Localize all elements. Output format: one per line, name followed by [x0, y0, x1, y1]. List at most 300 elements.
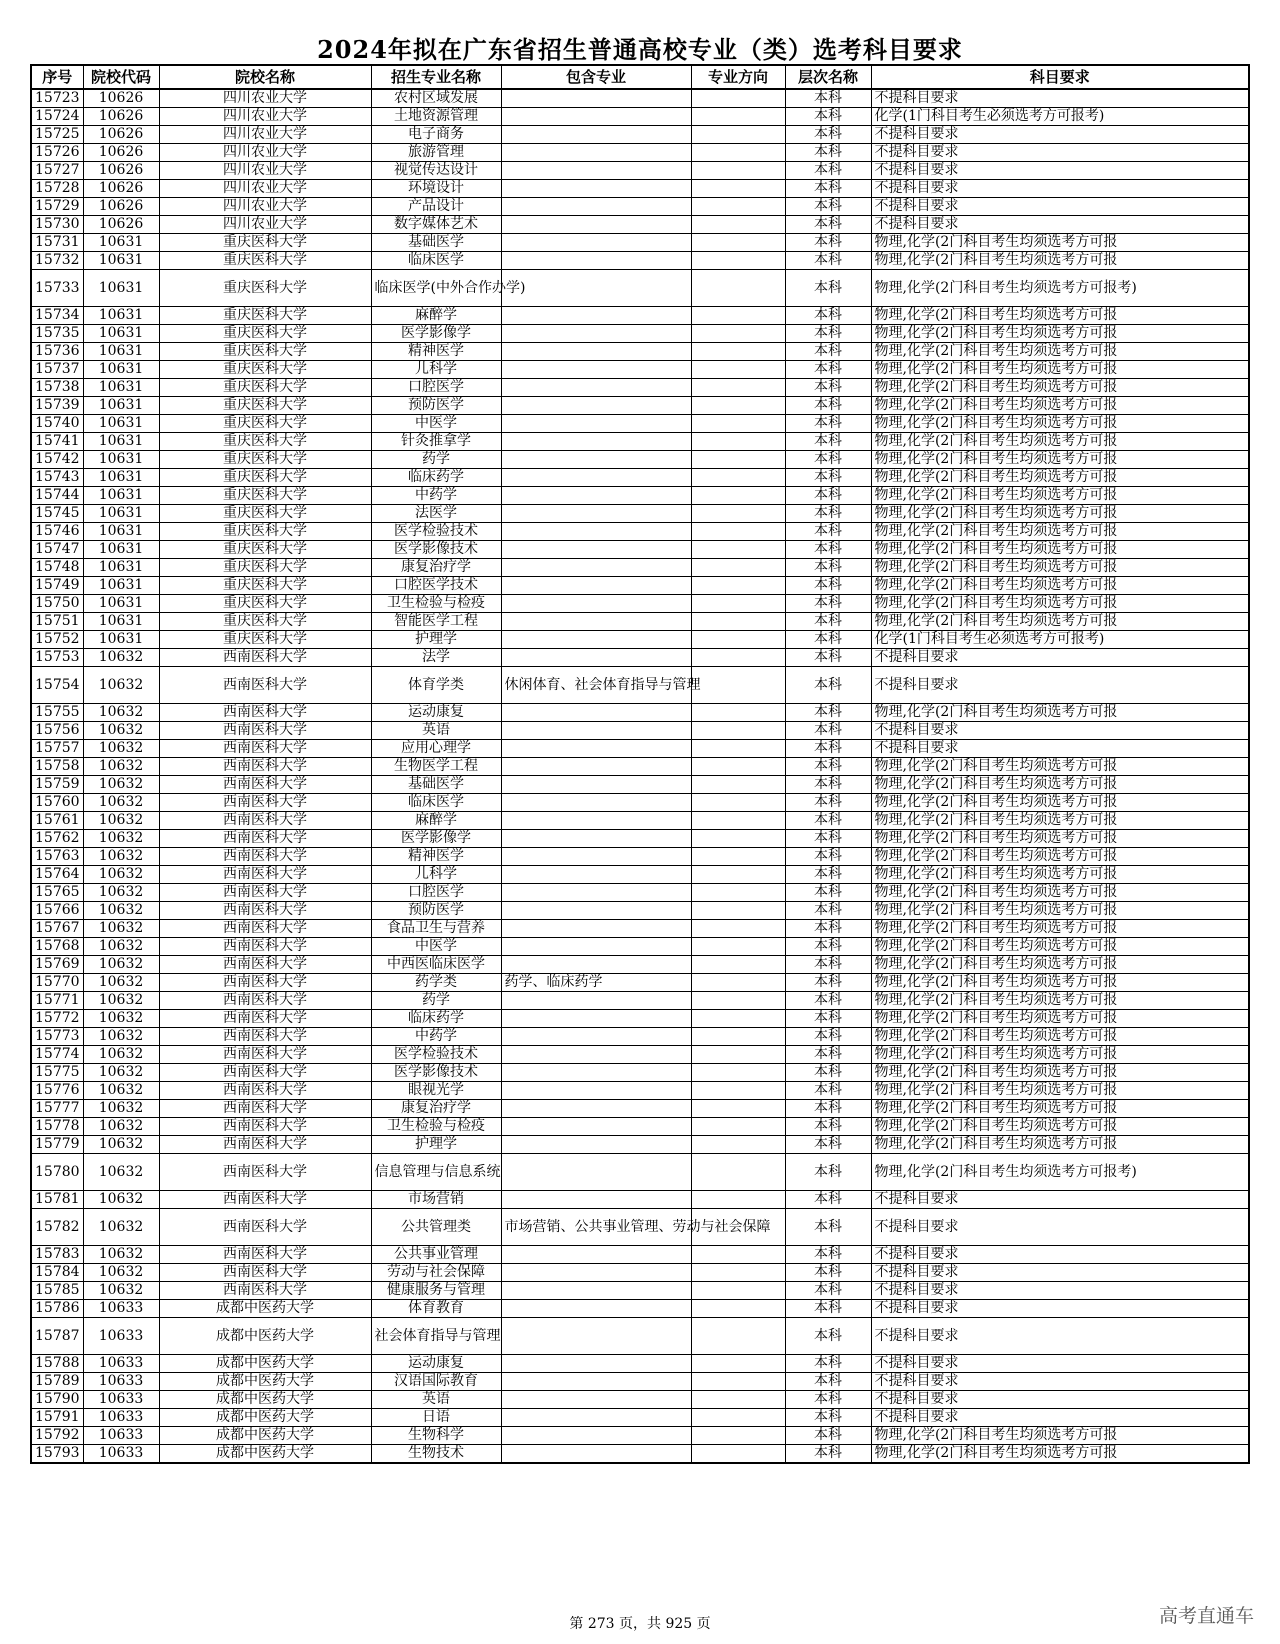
cell-major-direction — [691, 397, 785, 415]
cell-school-code: 10631 — [83, 361, 159, 379]
cell-major-name: 医学影像技术 — [371, 541, 501, 559]
table-row — [31, 1136, 1249, 1154]
cell-school-name: 西南医科大学 — [159, 902, 371, 920]
cell-school-code: 10631 — [83, 307, 159, 325]
cell-major-direction — [691, 1191, 785, 1209]
cell-subject-requirement: 不提科目要求 — [871, 198, 1249, 216]
cell-major-name: 口腔医学 — [371, 884, 501, 902]
cell-school-code: 10632 — [83, 740, 159, 758]
cell-school-code: 10632 — [83, 722, 159, 740]
table-row — [31, 1318, 1249, 1355]
cell-level: 本科 — [785, 1118, 871, 1136]
cell-major-name: 眼视光学 — [371, 1082, 501, 1100]
cell-subject-requirement: 物理,化学(2门科目考生均须选考方可报 — [871, 848, 1249, 866]
table-row — [31, 956, 1249, 974]
cell-serial: 15781 — [31, 1191, 83, 1209]
table-row — [31, 884, 1249, 902]
header-serial: 序号 — [31, 65, 83, 89]
cell-subject-requirement: 物理,化学(2门科目考生均须选考方可报 — [871, 361, 1249, 379]
table-row — [31, 144, 1249, 162]
cell-subject-requirement: 物理,化学(2门科目考生均须选考方可报 — [871, 1010, 1249, 1028]
table-row — [31, 722, 1249, 740]
cell-school-name: 西南医科大学 — [159, 866, 371, 884]
cell-school-code: 10632 — [83, 1191, 159, 1209]
table-row — [31, 974, 1249, 992]
cell-level: 本科 — [785, 776, 871, 794]
cell-level: 本科 — [785, 144, 871, 162]
cell-level: 本科 — [785, 397, 871, 415]
cell-included-majors — [501, 1391, 691, 1409]
cell-included-majors — [501, 848, 691, 866]
cell-included-majors — [501, 252, 691, 270]
cell-major-name: 口腔医学技术 — [371, 577, 501, 595]
cell-subject-requirement: 物理,化学(2门科目考生均须选考方可报 — [871, 884, 1249, 902]
cell-included-majors — [501, 559, 691, 577]
cell-serial: 15766 — [31, 902, 83, 920]
cell-subject-requirement: 物理,化学(2门科目考生均须选考方可报 — [871, 704, 1249, 722]
cell-major-name: 儿科学 — [371, 361, 501, 379]
cell-school-name: 西南医科大学 — [159, 1154, 371, 1191]
cell-major-name: 生物科学 — [371, 1427, 501, 1445]
cell-level: 本科 — [785, 216, 871, 234]
cell-major-name: 精神医学 — [371, 848, 501, 866]
cell-level: 本科 — [785, 830, 871, 848]
cell-major-direction — [691, 325, 785, 343]
cell-level: 本科 — [785, 1355, 871, 1373]
cell-school-name: 四川农业大学 — [159, 198, 371, 216]
cell-major-name: 生物医学工程 — [371, 758, 501, 776]
table-row — [31, 180, 1249, 198]
cell-level: 本科 — [785, 379, 871, 397]
cell-subject-requirement: 物理,化学(2门科目考生均须选考方可报 — [871, 325, 1249, 343]
table-body — [31, 89, 1249, 1463]
cell-included-majors — [501, 938, 691, 956]
cell-major-name: 体育学类 — [371, 667, 501, 704]
cell-included-majors — [501, 595, 691, 613]
header-subject-requirement: 科目要求 — [871, 65, 1249, 89]
cell-subject-requirement: 物理,化学(2门科目考生均须选考方可报 — [871, 1427, 1249, 1445]
cell-major-direction — [691, 415, 785, 433]
cell-level: 本科 — [785, 956, 871, 974]
cell-school-code: 10632 — [83, 1064, 159, 1082]
cell-major-name: 中医学 — [371, 415, 501, 433]
cell-included-majors — [501, 884, 691, 902]
cell-serial: 15742 — [31, 451, 83, 469]
cell-major-name: 数字媒体艺术 — [371, 216, 501, 234]
cell-subject-requirement: 不提科目要求 — [871, 216, 1249, 234]
cell-serial: 15793 — [31, 1445, 83, 1464]
table-row — [31, 649, 1249, 667]
cell-major-direction — [691, 1028, 785, 1046]
cell-school-code: 10631 — [83, 451, 159, 469]
cell-school-code: 10626 — [83, 126, 159, 144]
table-row — [31, 1100, 1249, 1118]
cell-major-name: 医学检验技术 — [371, 523, 501, 541]
cell-subject-requirement: 不提科目要求 — [871, 1264, 1249, 1282]
cell-level: 本科 — [785, 1191, 871, 1209]
table-row — [31, 505, 1249, 523]
cell-major-name: 法医学 — [371, 505, 501, 523]
cell-major-name: 体育教育 — [371, 1300, 501, 1318]
cell-included-majors — [501, 577, 691, 595]
cell-major-name: 食品卫生与营养 — [371, 920, 501, 938]
cell-level: 本科 — [785, 595, 871, 613]
cell-major-name: 麻醉学 — [371, 307, 501, 325]
cell-school-code: 10626 — [83, 144, 159, 162]
cell-included-majors — [501, 722, 691, 740]
cell-major-direction — [691, 234, 785, 252]
cell-level: 本科 — [785, 89, 871, 108]
cell-level: 本科 — [785, 451, 871, 469]
cell-school-code: 10631 — [83, 631, 159, 649]
cell-major-direction — [691, 740, 785, 758]
table-row — [31, 1064, 1249, 1082]
cell-level: 本科 — [785, 613, 871, 631]
cell-school-code: 10632 — [83, 1010, 159, 1028]
cell-subject-requirement: 物理,化学(2门科目考生均须选考方可报 — [871, 758, 1249, 776]
cell-included-majors — [501, 198, 691, 216]
cell-school-code: 10632 — [83, 1282, 159, 1300]
cell-subject-requirement: 物理,化学(2门科目考生均须选考方可报 — [871, 830, 1249, 848]
cell-level: 本科 — [785, 252, 871, 270]
cell-major-name: 药学类 — [371, 974, 501, 992]
table-row — [31, 216, 1249, 234]
cell-major-name: 精神医学 — [371, 343, 501, 361]
cell-school-name: 西南医科大学 — [159, 1010, 371, 1028]
cell-level: 本科 — [785, 433, 871, 451]
cell-school-code: 10632 — [83, 1209, 159, 1246]
cell-included-majors — [501, 613, 691, 631]
table-row — [31, 433, 1249, 451]
cell-included-majors — [501, 216, 691, 234]
cell-subject-requirement: 物理,化学(2门科目考生均须选考方可报 — [871, 469, 1249, 487]
cell-level: 本科 — [785, 325, 871, 343]
cell-school-code: 10631 — [83, 505, 159, 523]
cell-major-name: 卫生检验与检疫 — [371, 1118, 501, 1136]
cell-serial: 15767 — [31, 920, 83, 938]
cell-major-direction — [691, 523, 785, 541]
cell-school-code: 10632 — [83, 704, 159, 722]
cell-included-majors — [501, 307, 691, 325]
cell-included-majors — [501, 144, 691, 162]
cell-school-name: 重庆医科大学 — [159, 252, 371, 270]
table-row — [31, 794, 1249, 812]
cell-included-majors — [501, 1118, 691, 1136]
cell-major-name: 农村区域发展 — [371, 89, 501, 108]
table-row — [31, 595, 1249, 613]
cell-major-direction — [691, 541, 785, 559]
cell-serial: 15751 — [31, 613, 83, 631]
cell-major-direction — [691, 920, 785, 938]
cell-level: 本科 — [785, 1409, 871, 1427]
cell-serial: 15740 — [31, 415, 83, 433]
cell-subject-requirement: 不提科目要求 — [871, 722, 1249, 740]
cell-subject-requirement: 不提科目要求 — [871, 1191, 1249, 1209]
cell-included-majors — [501, 1191, 691, 1209]
cell-level: 本科 — [785, 198, 871, 216]
cell-major-direction — [691, 252, 785, 270]
cell-serial: 15755 — [31, 704, 83, 722]
cell-serial: 15729 — [31, 198, 83, 216]
cell-school-name: 四川农业大学 — [159, 108, 371, 126]
cell-major-direction — [691, 180, 785, 198]
cell-school-code: 10632 — [83, 884, 159, 902]
cell-school-name: 四川农业大学 — [159, 126, 371, 144]
cell-school-code: 10631 — [83, 379, 159, 397]
cell-school-name: 西南医科大学 — [159, 667, 371, 704]
table-row — [31, 361, 1249, 379]
cell-subject-requirement: 物理,化学(2门科目考生均须选考方可报 — [871, 343, 1249, 361]
cell-school-code: 10632 — [83, 1118, 159, 1136]
cell-major-direction — [691, 667, 785, 704]
cell-included-majors — [501, 758, 691, 776]
table-row — [31, 1191, 1249, 1209]
cell-school-code: 10631 — [83, 325, 159, 343]
header-major-name: 招生专业名称 — [371, 65, 501, 89]
table-row — [31, 866, 1249, 884]
cell-serial: 15786 — [31, 1300, 83, 1318]
cell-subject-requirement: 物理,化学(2门科目考生均须选考方可报 — [871, 523, 1249, 541]
cell-included-majors — [501, 325, 691, 343]
table-row — [31, 343, 1249, 361]
cell-subject-requirement: 物理,化学(2门科目考生均须选考方可报 — [871, 956, 1249, 974]
cell-subject-requirement: 物理,化学(2门科目考生均须选考方可报 — [871, 559, 1249, 577]
cell-school-code: 10626 — [83, 216, 159, 234]
cell-school-name: 重庆医科大学 — [159, 270, 371, 307]
cell-serial: 15752 — [31, 631, 83, 649]
cell-school-name: 西南医科大学 — [159, 1246, 371, 1264]
cell-major-name: 智能医学工程 — [371, 613, 501, 631]
cell-level: 本科 — [785, 1427, 871, 1445]
cell-level: 本科 — [785, 812, 871, 830]
cell-included-majors — [501, 487, 691, 505]
cell-major-name: 针灸推拿学 — [371, 433, 501, 451]
cell-serial: 15782 — [31, 1209, 83, 1246]
cell-major-direction — [691, 1046, 785, 1064]
cell-major-direction — [691, 89, 785, 108]
cell-serial: 15757 — [31, 740, 83, 758]
cell-serial: 15779 — [31, 1136, 83, 1154]
cell-included-majors — [501, 1373, 691, 1391]
cell-school-name: 西南医科大学 — [159, 992, 371, 1010]
cell-major-name: 临床医学 — [371, 252, 501, 270]
cell-serial: 15728 — [31, 180, 83, 198]
cell-serial: 15773 — [31, 1028, 83, 1046]
cell-serial: 15780 — [31, 1154, 83, 1191]
cell-school-name: 西南医科大学 — [159, 830, 371, 848]
cell-serial: 15741 — [31, 433, 83, 451]
cell-major-direction — [691, 704, 785, 722]
cell-major-direction — [691, 1282, 785, 1300]
cell-included-majors — [501, 1409, 691, 1427]
cell-level: 本科 — [785, 740, 871, 758]
cell-school-name: 四川农业大学 — [159, 216, 371, 234]
cell-school-name: 四川农业大学 — [159, 144, 371, 162]
table-row — [31, 1409, 1249, 1427]
cell-major-direction — [691, 794, 785, 812]
cell-school-code: 10633 — [83, 1409, 159, 1427]
table-row — [31, 1282, 1249, 1300]
cell-school-name: 成都中医药大学 — [159, 1427, 371, 1445]
cell-major-name: 英语 — [371, 722, 501, 740]
cell-major-name: 康复治疗学 — [371, 559, 501, 577]
cell-school-code: 10631 — [83, 343, 159, 361]
cell-major-direction — [691, 487, 785, 505]
cell-school-code: 10632 — [83, 1082, 159, 1100]
cell-subject-requirement: 物理,化学(2门科目考生均须选考方可报考) — [871, 1154, 1249, 1191]
cell-subject-requirement: 不提科目要求 — [871, 1246, 1249, 1264]
cell-subject-requirement: 物理,化学(2门科目考生均须选考方可报 — [871, 920, 1249, 938]
cell-included-majors — [501, 541, 691, 559]
cell-major-direction — [691, 361, 785, 379]
table-row — [31, 162, 1249, 180]
cell-subject-requirement: 物理,化学(2门科目考生均须选考方可报 — [871, 505, 1249, 523]
cell-subject-requirement: 物理,化学(2门科目考生均须选考方可报 — [871, 812, 1249, 830]
cell-major-name: 临床医学(中外合作办学) — [371, 270, 501, 307]
cell-serial: 15792 — [31, 1427, 83, 1445]
cell-level: 本科 — [785, 1082, 871, 1100]
cell-subject-requirement: 物理,化学(2门科目考生均须选考方可报 — [871, 433, 1249, 451]
table-row — [31, 108, 1249, 126]
cell-serial: 15749 — [31, 577, 83, 595]
cell-level: 本科 — [785, 992, 871, 1010]
cell-subject-requirement: 物理,化学(2门科目考生均须选考方可报 — [871, 938, 1249, 956]
cell-serial: 15758 — [31, 758, 83, 776]
cell-school-name: 四川农业大学 — [159, 162, 371, 180]
cell-included-majors — [501, 108, 691, 126]
cell-school-name: 成都中医药大学 — [159, 1391, 371, 1409]
table-row — [31, 198, 1249, 216]
table-row — [31, 1300, 1249, 1318]
cell-subject-requirement: 不提科目要求 — [871, 1300, 1249, 1318]
cell-school-code: 10632 — [83, 649, 159, 667]
cell-major-name: 中医学 — [371, 938, 501, 956]
cell-level: 本科 — [785, 1064, 871, 1082]
cell-level: 本科 — [785, 1246, 871, 1264]
table-row — [31, 704, 1249, 722]
cell-included-majors — [501, 1246, 691, 1264]
cell-major-name: 英语 — [371, 1391, 501, 1409]
cell-school-name: 重庆医科大学 — [159, 307, 371, 325]
cell-subject-requirement: 不提科目要求 — [871, 1409, 1249, 1427]
cell-included-majors — [501, 234, 691, 252]
cell-school-name: 重庆医科大学 — [159, 415, 371, 433]
cell-school-name: 西南医科大学 — [159, 1100, 371, 1118]
cell-subject-requirement: 不提科目要求 — [871, 1373, 1249, 1391]
cell-school-name: 西南医科大学 — [159, 1136, 371, 1154]
cell-major-direction — [691, 1427, 785, 1445]
cell-included-majors — [501, 343, 691, 361]
cell-included-majors — [501, 866, 691, 884]
table-row — [31, 776, 1249, 794]
cell-included-majors — [501, 1318, 691, 1355]
cell-level: 本科 — [785, 343, 871, 361]
table-row — [31, 234, 1249, 252]
cell-school-code: 10631 — [83, 415, 159, 433]
cell-level: 本科 — [785, 649, 871, 667]
cell-school-name: 西南医科大学 — [159, 1264, 371, 1282]
cell-school-name: 重庆医科大学 — [159, 469, 371, 487]
cell-school-name: 西南医科大学 — [159, 848, 371, 866]
cell-school-name: 西南医科大学 — [159, 758, 371, 776]
cell-school-name: 重庆医科大学 — [159, 451, 371, 469]
header-major-direction: 专业方向 — [691, 65, 785, 89]
cell-major-direction — [691, 343, 785, 361]
cell-included-majors — [501, 1154, 691, 1191]
cell-subject-requirement: 不提科目要求 — [871, 740, 1249, 758]
table-row — [31, 1391, 1249, 1409]
cell-school-name: 西南医科大学 — [159, 938, 371, 956]
cell-major-name: 康复治疗学 — [371, 1100, 501, 1118]
cell-level: 本科 — [785, 1373, 871, 1391]
cell-school-code: 10633 — [83, 1373, 159, 1391]
cell-subject-requirement: 物理,化学(2门科目考生均须选考方可报 — [871, 379, 1249, 397]
cell-major-name: 信息管理与信息系统 — [371, 1154, 501, 1191]
cell-level: 本科 — [785, 1300, 871, 1318]
cell-subject-requirement: 不提科目要求 — [871, 144, 1249, 162]
cell-included-majors — [501, 956, 691, 974]
cell-level: 本科 — [785, 1046, 871, 1064]
cell-subject-requirement: 不提科目要求 — [871, 1209, 1249, 1246]
cell-subject-requirement: 不提科目要求 — [871, 1318, 1249, 1355]
table-row — [31, 415, 1249, 433]
table-row — [31, 89, 1249, 108]
cell-school-code: 10631 — [83, 577, 159, 595]
cell-subject-requirement: 物理,化学(2门科目考生均须选考方可报 — [871, 487, 1249, 505]
cell-subject-requirement: 不提科目要求 — [871, 162, 1249, 180]
page-title: 2024年拟在广东省招生普通高校专业（类）选考科目要求 — [317, 35, 963, 64]
cell-major-name: 基础医学 — [371, 234, 501, 252]
cell-serial: 15774 — [31, 1046, 83, 1064]
cell-school-name: 四川农业大学 — [159, 89, 371, 108]
table-row — [31, 126, 1249, 144]
cell-serial: 15743 — [31, 469, 83, 487]
cell-school-code: 10626 — [83, 89, 159, 108]
cell-serial: 15734 — [31, 307, 83, 325]
cell-major-name: 医学检验技术 — [371, 1046, 501, 1064]
table-row — [31, 1154, 1249, 1191]
cell-serial: 15778 — [31, 1118, 83, 1136]
cell-subject-requirement: 物理,化学(2门科目考生均须选考方可报 — [871, 234, 1249, 252]
cell-level: 本科 — [785, 415, 871, 433]
cell-included-majors — [501, 776, 691, 794]
cell-serial: 15725 — [31, 126, 83, 144]
cell-major-name: 公共事业管理 — [371, 1246, 501, 1264]
cell-school-code: 10626 — [83, 108, 159, 126]
table-row — [31, 740, 1249, 758]
cell-school-code: 10632 — [83, 1136, 159, 1154]
cell-included-majors — [501, 451, 691, 469]
cell-school-code: 10633 — [83, 1355, 159, 1373]
table-row — [31, 631, 1249, 649]
cell-school-name: 西南医科大学 — [159, 1118, 371, 1136]
cell-level: 本科 — [785, 938, 871, 956]
cell-school-name: 重庆医科大学 — [159, 234, 371, 252]
cell-school-name: 西南医科大学 — [159, 1282, 371, 1300]
table-row — [31, 812, 1249, 830]
cell-school-code: 10631 — [83, 234, 159, 252]
cell-level: 本科 — [785, 1318, 871, 1355]
cell-subject-requirement: 物理,化学(2门科目考生均须选考方可报 — [871, 1445, 1249, 1464]
cell-level: 本科 — [785, 884, 871, 902]
cell-school-name: 西南医科大学 — [159, 794, 371, 812]
cell-included-majors — [501, 830, 691, 848]
table-row — [31, 270, 1249, 307]
cell-major-name: 环境设计 — [371, 180, 501, 198]
cell-included-majors — [501, 1355, 691, 1373]
cell-school-code: 10632 — [83, 902, 159, 920]
cell-major-direction — [691, 758, 785, 776]
